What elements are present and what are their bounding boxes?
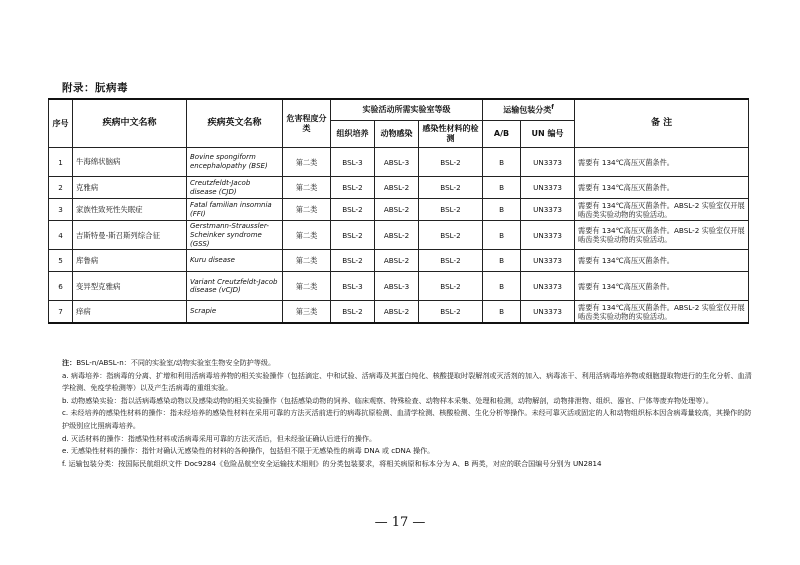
row-culture: BSL-3 [331,272,375,301]
table-row [49,148,749,177]
row-cn-name: 变异型克雅病 [73,272,187,301]
row-en-name: Gerstmann-Straussler-Scheinker syndrome (GSS) [187,221,283,250]
row-remark: 需要有 134℃高压灭菌条件。 [575,272,749,301]
row-material: BSL-2 [419,199,483,221]
note-f: f. 运输包装分类：按国际民航组织文件 Doc9284《危险品航空安全运输技术细则》的分类包装要求，将相关病原和标本分为 A、B 两类，对应的联合国编号分别为 UN2814 [62,458,602,468]
header-transport-group [483,99,575,121]
table-row [49,250,749,272]
table-row [49,199,749,221]
appendix-title: 附录：朊病毒 [62,82,128,94]
footnotes [62,357,752,470]
row-un: UN3373 [521,272,575,301]
row-remark: 需要有 134℃高压灭菌条件。 [575,177,749,199]
row-hazard: 第三类 [283,301,331,324]
row-no: 1 [49,148,73,177]
row-hazard: 第二类 [283,272,331,301]
header-culture: 组织培养 [331,121,375,148]
table-row [49,272,749,301]
note-c: c. 未经培养的感染性材料的操作：指未经培养的感染性材料在采用可靠的方法灭活前进行的病毒抗原检测、血清学检测、核酸检测、生化分析等操作。未经可靠灭活或固定的人和动物组织标本因含病毒量较高，其操作的防护级别应比照病毒培养。 [62,408,752,430]
row-cn-name: 家族性致死性失眠症 [73,199,187,221]
row-en-name: Fatal familian insomnia (FFI) [187,199,283,221]
row-cn-name: 吉斯特曼-斯召斯列综合征 [73,221,187,250]
row-no: 2 [49,177,73,199]
row-animal: ABSL-3 [375,272,419,301]
row-hazard: 第二类 [283,221,331,250]
note-label: 注： [62,358,77,367]
note-main-text: BSL-n/ABSL-n：不同的实验室/动物实验室生物安全防护等级。 [76,358,276,367]
header-hazard: 危害程度分类 [283,99,331,148]
header-lab-group: 实验活动所需实验室等级 [331,99,483,121]
note-a: a. 病毒培养：指病毒的分离、扩增和利用活病毒培养物的相关实验操作（包括滴定、中和试验、活病毒及其蛋白纯化、核酸提取时裂解剂或灭活剂的加入、病毒冻干、利用活病毒培养物或细胞提取物进行的生化分析、血清学检测、免疫学检测等）以及产生活病毒的重组实验。 [62,370,752,393]
row-no: 4 [49,221,73,250]
row-hazard: 第二类 [283,199,331,221]
row-material: BSL-2 [419,272,483,301]
row-material: BSL-2 [419,177,483,199]
row-remark: 需要有 134℃高压灭菌条件。ABSL-2 实验室仅开展啮齿类实验动物的实验活动。 [575,199,749,221]
header-animal: 动物感染 [375,121,419,148]
row-culture: BSL-2 [331,301,375,324]
row-material: BSL-2 [419,221,483,250]
table-row [49,301,749,324]
row-un: UN3373 [521,301,575,324]
prion-table [48,98,749,324]
row-material: BSL-2 [419,301,483,324]
row-hazard: 第二类 [283,177,331,199]
row-ab: B [483,221,521,250]
row-material: BSL-2 [419,148,483,177]
row-ab: B [483,301,521,324]
header-transport-label: 运输包装分类 [503,105,552,115]
row-no: 5 [49,250,73,272]
header-en-name: 疾病英文名称 [187,99,283,148]
row-cn-name: 痒病 [73,301,187,324]
row-un: UN3373 [521,177,575,199]
row-cn-name: 库鲁病 [73,250,187,272]
row-ab: B [483,250,521,272]
header-ab: A/B [483,121,521,148]
header-transport-sup: f [551,104,554,112]
row-ab: B [483,272,521,301]
note-e: e. 无感染性材料的操作：指针对确认无感染性的材料的各种操作，包括但不限于无感染性的病毒 DNA 或 cDNA 操作。 [62,446,435,456]
table-row [49,221,749,250]
row-en-name: Scrapie [187,301,283,324]
row-culture: BSL-2 [331,250,375,272]
row-hazard: 第二类 [283,250,331,272]
row-en-name: Kuru disease [187,250,283,272]
row-en-name: Variant Creutzfeldt-Jacob disease (vCJD) [187,272,283,301]
note-main [62,357,752,370]
header-remarks: 备 注 [575,99,749,148]
row-remark: 需要有 134℃高压灭菌条件。 [575,250,749,272]
row-un: UN3373 [521,250,575,272]
row-ab: B [483,199,521,221]
row-cn-name: 克雅病 [73,177,187,199]
row-no: 6 [49,272,73,301]
row-culture: BSL-3 [331,148,375,177]
header-no: 序号 [49,99,73,148]
page-number: — 17 — [374,515,426,530]
row-cn-name: 牛海绵状脑病 [73,148,187,177]
header-un: UN 编号 [521,121,575,148]
row-culture: BSL-2 [331,221,375,250]
row-ab: B [483,148,521,177]
row-remark: 需要有 134℃高压灭菌条件。ABSL-2 实验室仅开展啮齿类实验动物的实验活动。 [575,301,749,324]
note-d: d. 灭活材料的操作：指感染性材料或活病毒采用可靠的方法灭活后，但未经验证确认后进行的操作。 [62,433,377,443]
row-remark: 需要有 134℃高压灭菌条件。ABSL-2 实验室仅开展啮齿类实验动物的实验活动。 [575,221,749,250]
row-remark: 需要有 134℃高压灭菌条件。 [575,148,749,177]
row-animal: ABSL-2 [375,221,419,250]
row-animal: ABSL-2 [375,199,419,221]
row-no: 3 [49,199,73,221]
row-animal: ABSL-2 [375,250,419,272]
row-animal: ABSL-2 [375,301,419,324]
row-ab: B [483,177,521,199]
row-material: BSL-2 [419,250,483,272]
row-en-name: Bovine spongiform encephalopathy (BSE) [187,148,283,177]
row-animal: ABSL-3 [375,148,419,177]
row-culture: BSL-2 [331,199,375,221]
row-un: UN3373 [521,221,575,250]
header-material: 感染性材料的检测 [419,121,483,148]
row-culture: BSL-2 [331,177,375,199]
row-un: UN3373 [521,148,575,177]
note-b: b. 动物感染实验：指以活病毒感染动物以及感染动物的相关实验操作（包括感染动物的饲养、临床观察、特殊检查、动物样本采集、处理和检测，动物解剖，动物排泄物、组织、器官、尸体等废弃物处理等）。 [62,395,713,405]
table-row [49,177,749,199]
row-no: 7 [49,301,73,324]
row-un: UN3373 [521,199,575,221]
row-hazard: 第二类 [283,148,331,177]
row-animal: ABSL-2 [375,177,419,199]
header-cn-name: 疾病中文名称 [73,99,187,148]
row-en-name: Creutzfeldt-Jacob disease (CJD) [187,177,283,199]
